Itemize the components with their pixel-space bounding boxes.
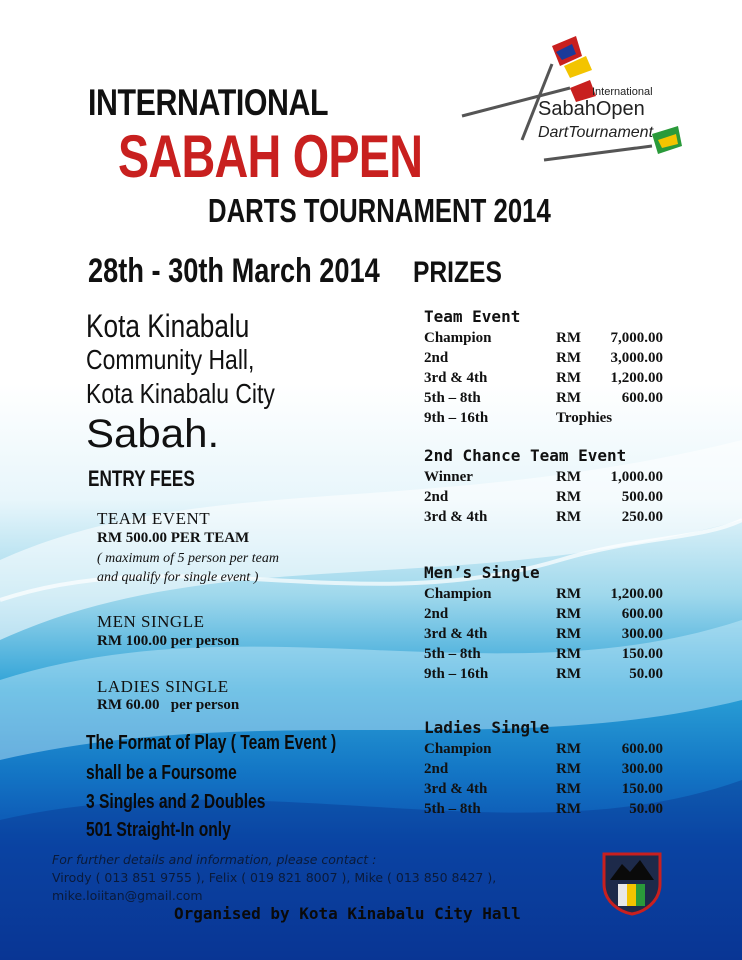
prize-currency: RM — [556, 666, 581, 682]
prize-place: 3rd & 4th — [424, 626, 488, 642]
prize-amount: 600.00 — [621, 606, 663, 622]
prize-place: Champion — [424, 586, 492, 602]
prize-currency: RM — [556, 741, 581, 757]
prize-row — [424, 781, 724, 801]
ladies-single-label: LADIES SINGLE — [97, 677, 229, 696]
prize-place: Champion — [424, 741, 492, 757]
prize-place: 3rd & 4th — [424, 370, 488, 386]
prize-place: Champion — [424, 330, 492, 346]
logo-sub-text: DartTournament — [538, 124, 654, 141]
prize-row — [424, 350, 724, 370]
title-international: INTERNATIONAL — [88, 82, 329, 123]
prize-currency: RM — [556, 761, 581, 777]
title-sabah-open: SABAH OPEN — [118, 123, 423, 190]
prize-place: 9th – 16th — [424, 666, 489, 682]
entry-fees-heading: ENTRY FEES — [88, 466, 195, 491]
prize-amount: 1,200.00 — [610, 586, 663, 602]
prize-currency: RM — [556, 646, 581, 662]
prize-amount: 1,000.00 — [610, 469, 663, 485]
prize-section-title: Team Event — [424, 307, 521, 326]
prize-row — [424, 626, 724, 646]
prize-place: 5th – 8th — [424, 801, 481, 817]
prize-place: 9th – 16th — [424, 410, 489, 426]
prize-section-title: Ladies Single — [424, 718, 550, 737]
prize-amount: 300.00 — [621, 761, 663, 777]
prize-place: Winner — [424, 469, 473, 485]
prize-row — [424, 330, 724, 350]
prize-row — [424, 509, 724, 529]
contact-email[interactable]: mike.loiitan@gmail.com — [52, 888, 203, 903]
logo-main-text: SabahOpen — [538, 98, 645, 120]
prize-row — [424, 741, 724, 761]
prize-row — [424, 410, 724, 430]
format-line-2: shall be a Foursome — [86, 762, 237, 784]
prize-section-title: Men’s Single — [424, 563, 540, 582]
prize-currency: RM — [556, 781, 581, 797]
prize-amount: 150.00 — [621, 781, 663, 797]
logo-small-text: International — [592, 86, 653, 98]
venue-line-2: Community Hall, — [86, 344, 255, 375]
prize-amount: 50.00 — [629, 801, 663, 817]
team-event-note-2: and qualify for single event ) — [97, 570, 259, 585]
tournament-logo — [452, 30, 688, 190]
prize-amount: 600.00 — [621, 741, 663, 757]
prize-row — [424, 666, 724, 686]
prize-row — [424, 586, 724, 606]
prize-place: 5th – 8th — [424, 646, 481, 662]
prize-currency: RM — [556, 606, 581, 622]
prize-amount: 1,200.00 — [610, 370, 663, 386]
prize-currency: RM — [556, 350, 581, 366]
city-hall-crest-icon — [600, 850, 664, 916]
prize-row — [424, 761, 724, 781]
prize-amount: 600.00 — [621, 390, 663, 406]
prize-currency: RM — [556, 370, 581, 386]
event-date: 28th - 30th March 2014 — [88, 252, 380, 290]
prize-row — [424, 801, 724, 821]
prize-amount: 250.00 — [621, 509, 663, 525]
prize-amount: 300.00 — [621, 626, 663, 642]
prize-amount: 7,000.00 — [610, 330, 663, 346]
prize-amount: Trophies — [556, 410, 613, 426]
prize-place: 5th – 8th — [424, 390, 481, 406]
prize-row — [424, 646, 724, 666]
prize-row — [424, 390, 724, 410]
prize-currency: RM — [556, 586, 581, 602]
prize-row — [424, 370, 724, 390]
prize-currency: RM — [556, 469, 581, 485]
prize-currency: RM — [556, 390, 581, 406]
prize-row — [424, 606, 724, 626]
format-line-1: The Format of Play ( Team Event ) — [86, 732, 337, 754]
prize-amount: 50.00 — [629, 666, 663, 682]
venue-line-4: Sabah. — [86, 412, 220, 456]
prize-currency: RM — [556, 626, 581, 642]
prize-place: 2nd — [424, 489, 449, 505]
prize-amount: 150.00 — [621, 646, 663, 662]
prize-place: 2nd — [424, 350, 449, 366]
prize-row — [424, 489, 724, 509]
prize-section-title: 2nd Chance Team Event — [424, 446, 627, 465]
prize-amount: 3,000.00 — [610, 350, 663, 366]
team-event-label: TEAM EVENT — [97, 509, 211, 528]
contact-phones: Virody ( 013 851 9755 ), Felix ( 019 821 8007 ), Mike ( 013 850 8427 ), — [52, 870, 497, 885]
ladies-single-fee: RM 60.00 per person — [97, 697, 240, 713]
title-darts-tournament: DARTS TOURNAMENT 2014 — [208, 192, 551, 229]
team-event-fee: RM 500.00 PER TEAM — [97, 530, 250, 546]
prize-place: 2nd — [424, 606, 449, 622]
prize-currency: RM — [556, 330, 581, 346]
venue-line-1: Kota Kinabalu — [86, 308, 250, 344]
prize-place: 3rd & 4th — [424, 509, 488, 525]
venue-line-3: Kota Kinabalu City — [86, 378, 275, 409]
team-event-note-1: ( maximum of 5 person per team — [97, 551, 279, 566]
contact-intro: For further details and information, please contact : — [52, 852, 377, 867]
prize-currency: RM — [556, 509, 581, 525]
prizes-heading: PRIZES — [413, 256, 502, 289]
prize-currency: RM — [556, 489, 581, 505]
prize-place: 3rd & 4th — [424, 781, 488, 797]
organiser: Organised by Kota Kinabalu City Hall — [174, 904, 521, 923]
format-line-3: 3 Singles and 2 Doubles — [86, 791, 266, 813]
prize-row — [424, 469, 724, 489]
prize-amount: 500.00 — [621, 489, 663, 505]
format-line-4: 501 Straight-In only — [86, 819, 231, 841]
prize-place: 2nd — [424, 761, 449, 777]
prize-currency: RM — [556, 801, 581, 817]
men-single-label: MEN SINGLE — [97, 612, 205, 631]
men-single-fee: RM 100.00 per person — [97, 633, 240, 649]
